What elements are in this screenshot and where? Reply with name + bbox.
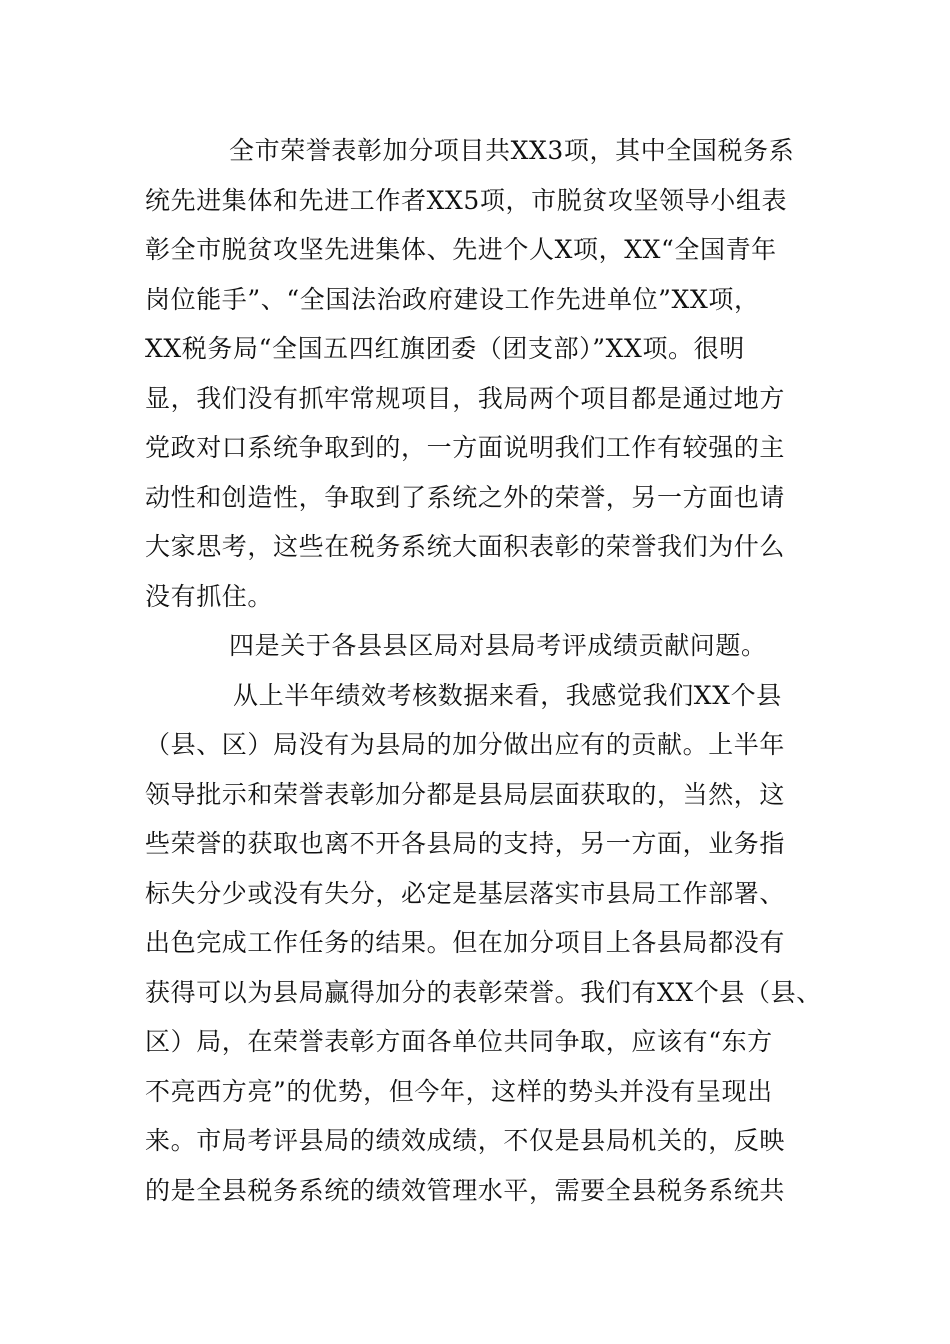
paragraph-line: 出色完成工作任务的结果。但在加分项目上各县局都没有: [145, 928, 786, 957]
paragraph-line: 彰全市脱贫攻坚先进集体、先进个人X项，XX“全国青年: [145, 235, 777, 264]
paragraph-line: 没有抓住。: [145, 581, 274, 611]
body-text: [145, 126, 825, 1215]
paragraph-line: 从上半年绩效考核数据来看，我感觉我们XX个县: [233, 680, 782, 710]
paragraph-line: 统先进集体和先进工作者XX5项，市脱贫攻坚领导小组表: [145, 185, 788, 215]
paragraph-line: 动性和创造性，争取到了系统之外的荣誉，另一方面也请: [145, 482, 786, 512]
paragraph-line: 些荣誉的获取也离不开各县局的支持，另一方面，业务指: [145, 829, 786, 858]
paragraph-line: 标失分少或没有失分，必定是基层落实市县局工作部署、: [145, 878, 786, 908]
paragraph-line: 全市荣誉表彰加分项目共XX3项，其中全国税务系: [229, 136, 795, 165]
paragraph-line: 岗位能手”、“全国法治政府建设工作先进单位”XX项，: [145, 284, 760, 314]
paragraph-line: 党政对口系统争取到的，一方面说明我们工作有较强的主: [145, 433, 786, 462]
section-heading: 四是关于各县县区局对县局考评成绩贡献问题。: [229, 631, 767, 660]
paragraph-line: 区）局，在荣誉表彰方面各单位共同争取，应该有“东方: [145, 1027, 773, 1056]
paragraph-line: 大家思考，这些在税务系统大面积表彰的荣誉我们为什么: [145, 532, 786, 561]
paragraph-line: 来。市局考评县局的绩效成绩，不仅是县局机关的，反映: [145, 1126, 786, 1155]
paragraph-line: XX税务局“全国五四红旗团委（团支部）”XX项。很明: [145, 334, 745, 363]
paragraph-line: 显，我们没有抓牢常规项目，我局两个项目都是通过地方: [145, 383, 786, 413]
paragraph-line: 获得可以为县局赢得加分的表彰荣誉。我们有XX个县（县、: [145, 977, 822, 1007]
paragraph-line: 的是全县税务系统的绩效管理水平，需要全县税务系统共: [145, 1175, 786, 1205]
paragraph-line: 领导批示和荣誉表彰加分都是县局层面获取的，当然，这: [145, 779, 786, 809]
paragraph-line: 不亮西方亮”的优势，但今年，这样的势头并没有呈现出: [145, 1076, 773, 1106]
paragraph-line: （县、区）局没有为县局的加分做出应有的贡献。上半年: [145, 730, 786, 759]
